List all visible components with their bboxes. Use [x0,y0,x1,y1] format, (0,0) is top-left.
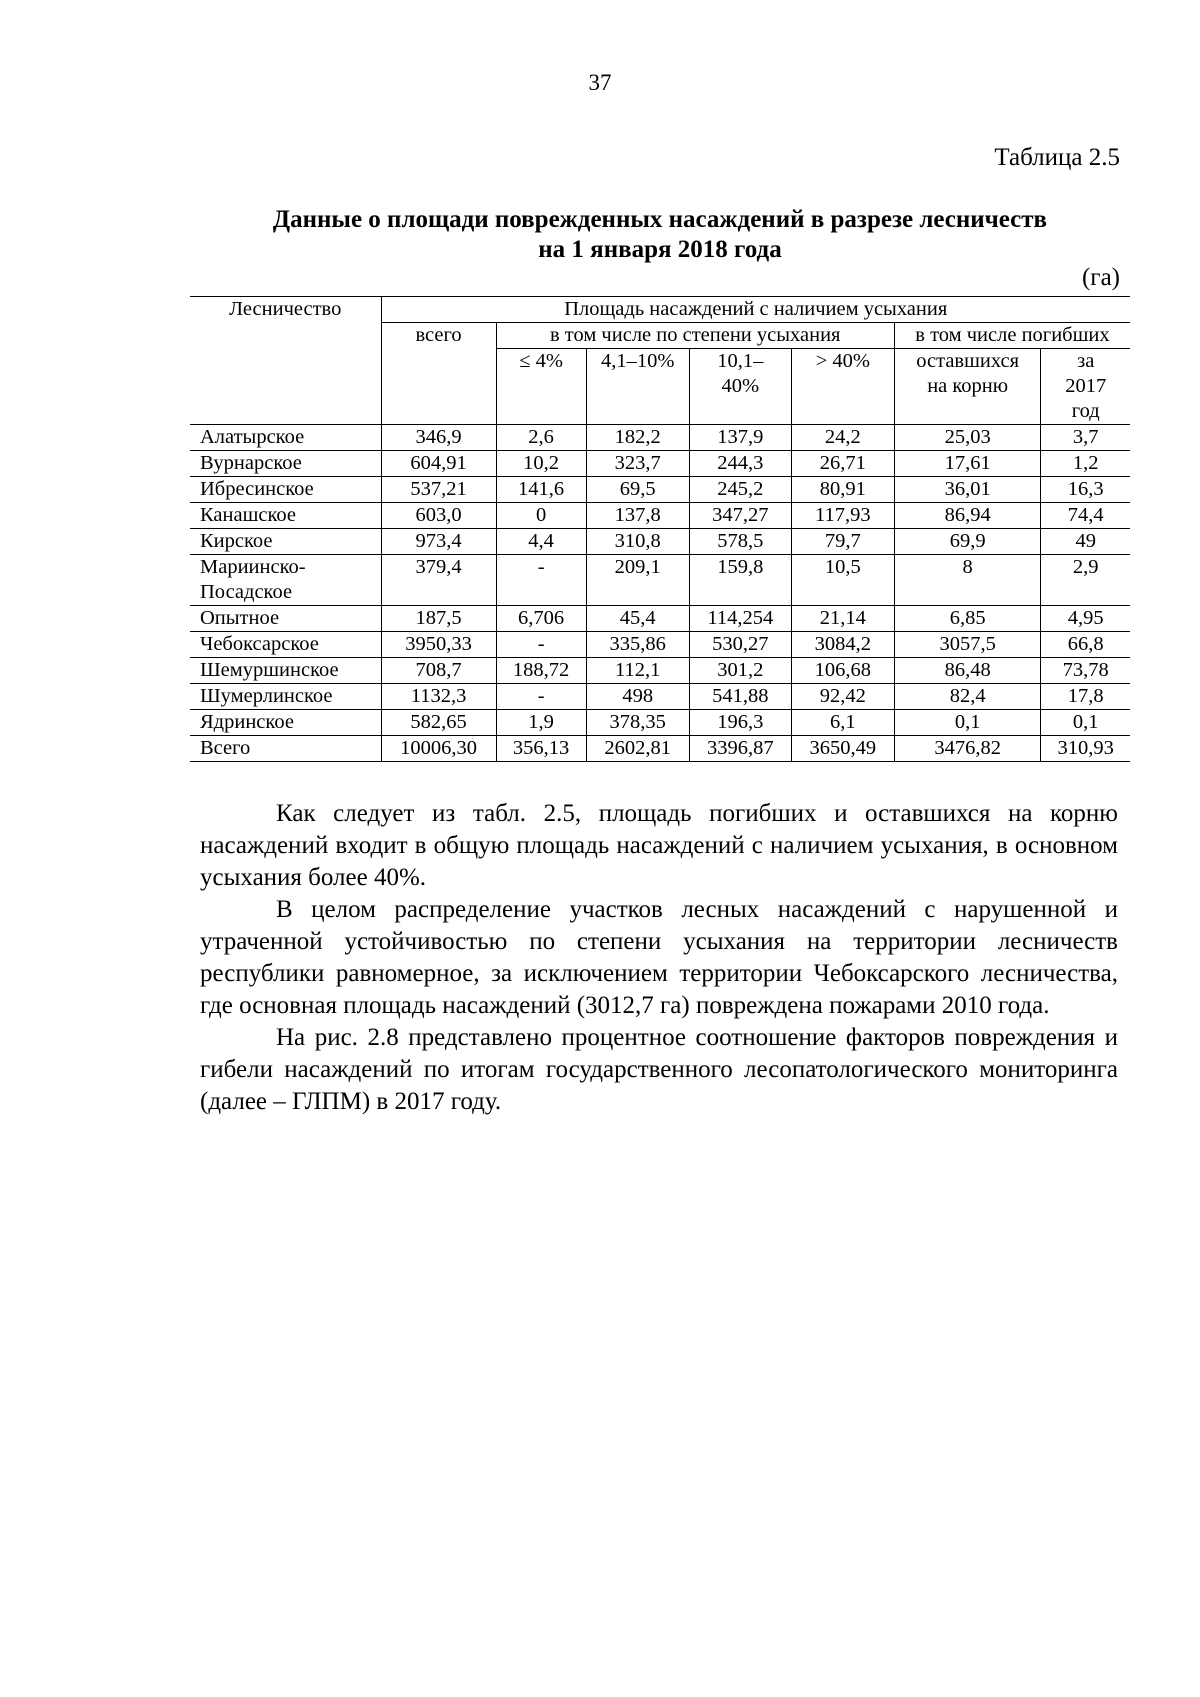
value-cell: 73,78 [1041,658,1130,684]
value-cell: 335,86 [586,632,689,658]
forestry-name-cell [190,477,381,503]
value-cell: 209,1 [586,555,689,606]
value-cell: 2,6 [496,425,586,451]
value-cell: 114,254 [689,606,791,632]
value-cell: 8 [894,555,1041,606]
value-cell: 310,93 [1041,736,1130,762]
value-cell: 244,3 [689,451,791,477]
forestry-damage-table [190,296,1130,762]
forestry-name-cell [190,632,381,658]
table-body [190,425,1130,762]
header-forestry: Лесничество [190,297,381,425]
value-cell: 80,91 [791,477,894,503]
header-deg4: > 40% [791,349,894,425]
header-year-line2: 2017 [1065,375,1107,397]
forestry-name: Чебоксарское [200,633,319,655]
value-cell: 323,7 [586,451,689,477]
value-cell: 26,71 [791,451,894,477]
value-cell: 6,1 [791,710,894,736]
value-cell: 3084,2 [791,632,894,658]
value-cell: 24,2 [791,425,894,451]
table-row [190,529,1130,555]
value-cell: 530,27 [689,632,791,658]
header-deg3-line1: 10,1– [717,350,764,372]
table-row [190,632,1130,658]
forestry-name: Шумерлинское [200,685,333,707]
value-cell: 10006,30 [381,736,496,762]
value-cell: 4,95 [1041,606,1130,632]
value-cell: 604,91 [381,451,496,477]
value-cell: 0,1 [1041,710,1130,736]
table-row [190,658,1130,684]
forestry-name-cell [190,529,381,555]
value-cell: 188,72 [496,658,586,684]
value-cell: 25,03 [894,425,1041,451]
forestry-name: Опытное [200,607,280,629]
forestry-name-cell [190,555,381,606]
value-cell: 6,85 [894,606,1041,632]
unit-label: (га) [1081,264,1120,291]
header-dead-group: в том числе погибших [894,323,1130,349]
header-year [1041,349,1130,425]
value-cell: 541,88 [689,684,791,710]
value-cell: 0 [496,503,586,529]
header-deg3-line2: 40% [721,375,760,397]
value-cell: - [496,684,586,710]
value-cell: 346,9 [381,425,496,451]
value-cell: 3057,5 [894,632,1041,658]
header-deg3 [689,349,791,425]
table-row [190,477,1130,503]
value-cell: 973,4 [381,529,496,555]
value-cell: - [496,555,586,606]
forestry-name: Мариинско- [200,556,306,578]
value-cell: 141,6 [496,477,586,503]
value-cell: 356,13 [496,736,586,762]
value-cell: 45,4 [586,606,689,632]
table-row [190,710,1130,736]
value-cell: 112,1 [586,658,689,684]
value-cell: 578,5 [689,529,791,555]
value-cell: 301,2 [689,658,791,684]
value-cell: 1,9 [496,710,586,736]
value-cell: 86,94 [894,503,1041,529]
value-cell: 92,42 [791,684,894,710]
value-cell: 10,2 [496,451,586,477]
value-cell: 106,68 [791,658,894,684]
forestry-name: Алатырское [200,426,305,448]
body-text [200,798,1118,1118]
header-year-line1: за [1077,350,1095,372]
page-number: 37 [588,70,612,95]
value-cell: 79,7 [791,529,894,555]
forestry-name-cell [190,736,381,762]
value-cell: - [496,632,586,658]
value-cell: 86,48 [894,658,1041,684]
header-standing [894,349,1041,425]
value-cell: 17,61 [894,451,1041,477]
value-cell: 66,8 [1041,632,1130,658]
value-cell: 1,2 [1041,451,1130,477]
table-row [190,451,1130,477]
value-cell: 537,21 [381,477,496,503]
table-row [190,736,1130,762]
value-cell: 16,3 [1041,477,1130,503]
value-cell: 498 [586,684,689,710]
value-cell: 3396,87 [689,736,791,762]
value-cell: 82,4 [894,684,1041,710]
forestry-name: Вурнарское [200,452,302,474]
table-row [190,425,1130,451]
table-row [190,555,1130,606]
value-cell: 3476,82 [894,736,1041,762]
value-cell: 69,5 [586,477,689,503]
forestry-name-cell [190,710,381,736]
value-cell: 2602,81 [586,736,689,762]
value-cell: 708,7 [381,658,496,684]
forestry-name: Ядринское [200,711,294,733]
forestry-name-cell [190,425,381,451]
forestry-name-cell [190,451,381,477]
value-cell: 182,2 [586,425,689,451]
header-by-degree: в том числе по степени усыхания [496,323,894,349]
value-cell: 69,9 [894,529,1041,555]
value-cell: 36,01 [894,477,1041,503]
value-cell: 117,93 [791,503,894,529]
value-cell: 378,35 [586,710,689,736]
paragraph-2: В целом распределение участков лесных насаждений с нарушенной и утраченной устойчивостью по степени усыхания на территории лесничеств республики равномерное, за исключением территории Чебоксарского лесничества, где основная площадь насаждений (3012,7 га) повреждена пожарами 2010 года. [200,896,1118,1019]
value-cell: 137,8 [586,503,689,529]
value-cell: 3650,49 [791,736,894,762]
forestry-name-cell [190,658,381,684]
table-row [190,684,1130,710]
value-cell: 379,4 [381,555,496,606]
forestry-name-cell [190,684,381,710]
value-cell: 347,27 [689,503,791,529]
table-title [190,205,1130,265]
value-cell: 6,706 [496,606,586,632]
value-cell: 137,9 [689,425,791,451]
header-deg2: 4,1–10% [586,349,689,425]
table-row [190,503,1130,529]
value-cell: 2,9 [1041,555,1130,606]
table-row [190,606,1130,632]
table-title-line2: на 1 января 2018 года [538,236,782,263]
value-cell: 10,5 [791,555,894,606]
table-caption: Таблица 2.5 [994,144,1120,171]
paragraph-1: Как следует из табл. 2.5, площадь погибших и оставшихся на корню насаждений входит в общую площадь насаждений с наличием усыхания, в основном усыхания более 40%. [200,800,1118,891]
forestry-name-line2: Посадское [200,581,293,603]
forestry-name: Шемуршинское [200,659,339,681]
value-cell: 582,65 [381,710,496,736]
value-cell: 49 [1041,529,1130,555]
forestry-name: Канашское [200,504,296,526]
value-cell: 196,3 [689,710,791,736]
value-cell: 17,8 [1041,684,1130,710]
header-row-1 [190,297,1130,323]
header-area-group: Площадь насаждений с наличием усыхания [381,297,1130,323]
forestry-name: Всего [200,737,251,759]
header-total: всего [381,323,496,425]
value-cell: 1132,3 [381,684,496,710]
value-cell: 245,2 [689,477,791,503]
value-cell: 159,8 [689,555,791,606]
forestry-name: Ибресинское [200,478,314,500]
header-deg1: ≤ 4% [496,349,586,425]
value-cell: 3,7 [1041,425,1130,451]
value-cell: 3950,33 [381,632,496,658]
value-cell: 187,5 [381,606,496,632]
paragraph-3: На рис. 2.8 представлено процентное соотношение факторов повреждения и гибели насаждений по итогам государственного лесопатологического мониторинга (далее – ГЛПМ) в 2017 году. [200,1024,1118,1115]
value-cell: 310,8 [586,529,689,555]
forestry-name-cell [190,606,381,632]
value-cell: 0,1 [894,710,1041,736]
value-cell: 21,14 [791,606,894,632]
header-standing-line2: на корню [927,375,1009,397]
table-title-line1: Данные о площади поврежденных насаждений в разрезе лесничеств [272,206,1048,233]
value-cell: 603,0 [381,503,496,529]
value-cell: 74,4 [1041,503,1130,529]
forestry-name: Кирское [200,530,273,552]
forestry-name-cell [190,503,381,529]
header-standing-line1: оставшихся [916,350,1020,372]
header-year-line3: год [1071,400,1100,422]
value-cell: 4,4 [496,529,586,555]
